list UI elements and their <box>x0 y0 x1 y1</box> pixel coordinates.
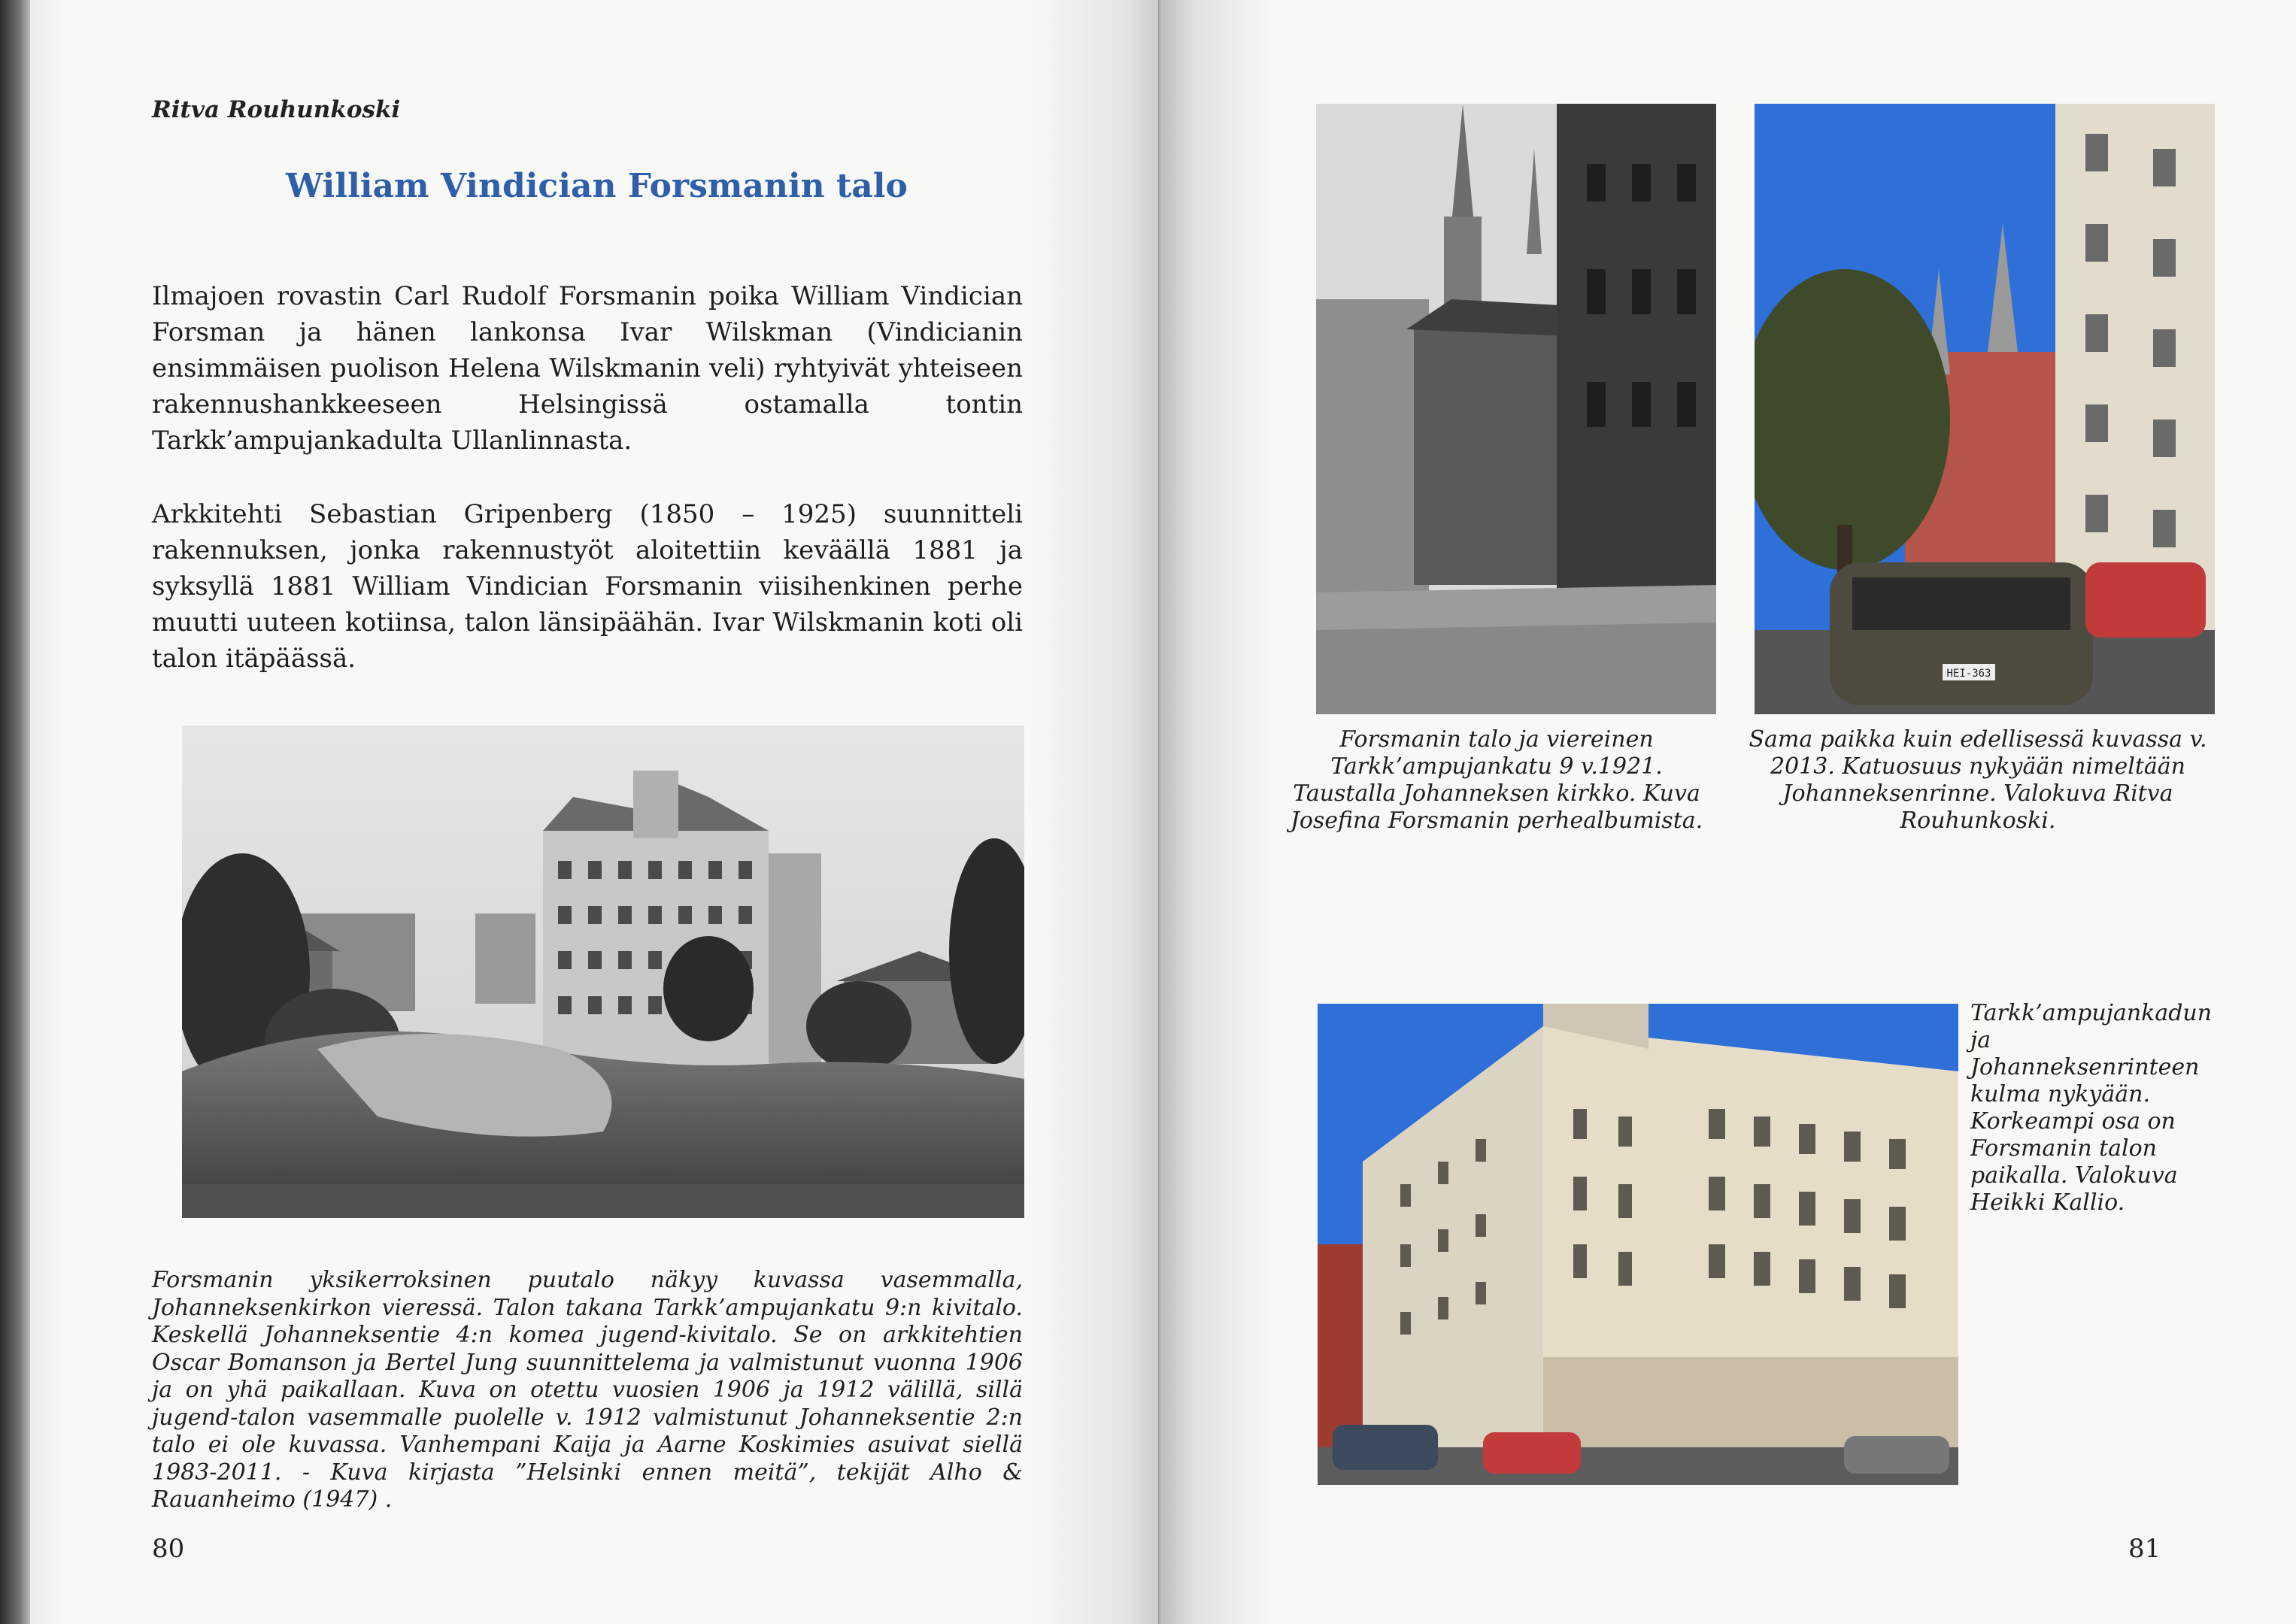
historic-photo-graphic <box>182 726 1024 1218</box>
body-paragraph-2: Arkkitehti Sebastian Gripenberg (1850 – 1925) suunnitteli rakennuksen, jonka rakennustyöt aloitettiin keväällä 1881 ja syksyllä 1881 William Vindician Forsmanin viisihenkinen perhe muutti uuteen kotiinsa, talon länsipäähän. Ivar Wilskmanin koti oli talon itäpäässä. <box>152 499 1023 674</box>
photo-corner-today <box>1318 1004 1958 1485</box>
photo-1921-graphic <box>1316 104 1716 714</box>
photo-2013-graphic <box>1755 104 2215 714</box>
page-number-right: 81 <box>2128 1534 2161 1564</box>
photo-same-place-2013 <box>1755 104 2215 714</box>
photo-corner-graphic <box>1318 1004 1958 1485</box>
license-plate: HEI-363 <box>1946 668 1991 680</box>
book-edge <box>0 0 33 1624</box>
historic-photo-caption: Forsmanin yksikerroksinen puutalo näkyy kuvassa vasemmalla, Johanneksenkirkon vieressä. Talon takana Tarkk’ampujankatu 9:n kivitalo. Keskellä Johanneksentie 4:n komea jugend-kivitalo. Se on arkkitehtien Oscar Bomanson ja Bertel Jung suunnittelema ja valmistunut vuonna 1906 ja on yhä paikallaan. Kuva on otettu vuosien 1906 ja 1912 välillä, sillä jugend-talon vasemmalle puolelle v. 1912 valmistunut Johanneksentie 2:n talo ei ole kuvassa. Vanhempani Kaija ja Aarne Koskimies asuivat siellä 1983-2011. - Kuva kirjasta ”Helsinki ennen meitä”, tekijät Alho & Rauanheimo (1947) . <box>152 1267 1023 1513</box>
author-name: Ritva Rouhunkoski <box>152 96 401 123</box>
caption-photo-1921: Forsmanin talo ja viereinen Tarkk’ampujankatu 9 v.1921. Taustalla Johanneksen kirkko. Kuva Josefina Forsmanin perhealbumista. <box>1290 726 1703 834</box>
page-number-left: 80 <box>152 1534 185 1564</box>
caption-photo-2013: Sama paikka kuin edellisessä kuvassa v. 2013. Katuosuus nykyään nimeltään Johanneksenrinne. Valokuva Ritva Rouhunkoski. <box>1749 726 2207 834</box>
caption-photo-corner: Tarkk’ampujankadun ja Johanneksenrinteen kulma nykyään. Korkeampi osa on Forsmanin talon paikalla. Valokuva Heikki Kallio. <box>1970 1000 2213 1216</box>
historic-photo-jugend-house <box>182 726 1024 1218</box>
body-paragraph-1: Ilmajoen rovastin Carl Rudolf Forsmanin poika William Vindician Forsman ja hänen lankonsa Ivar Wilskman (Vindicianin ensimmäisen puolison Helena Wilskmanin veli) ryhtyivät yhteiseen rakennushankkeeseen Helsingissä ostamalla tontin Tarkk’ampujankadulta Ullanlinnasta. <box>152 281 1023 456</box>
photo-forsman-house-1921 <box>1316 104 1716 714</box>
chapter-title: William Vindician Forsmanin talo <box>286 167 908 205</box>
